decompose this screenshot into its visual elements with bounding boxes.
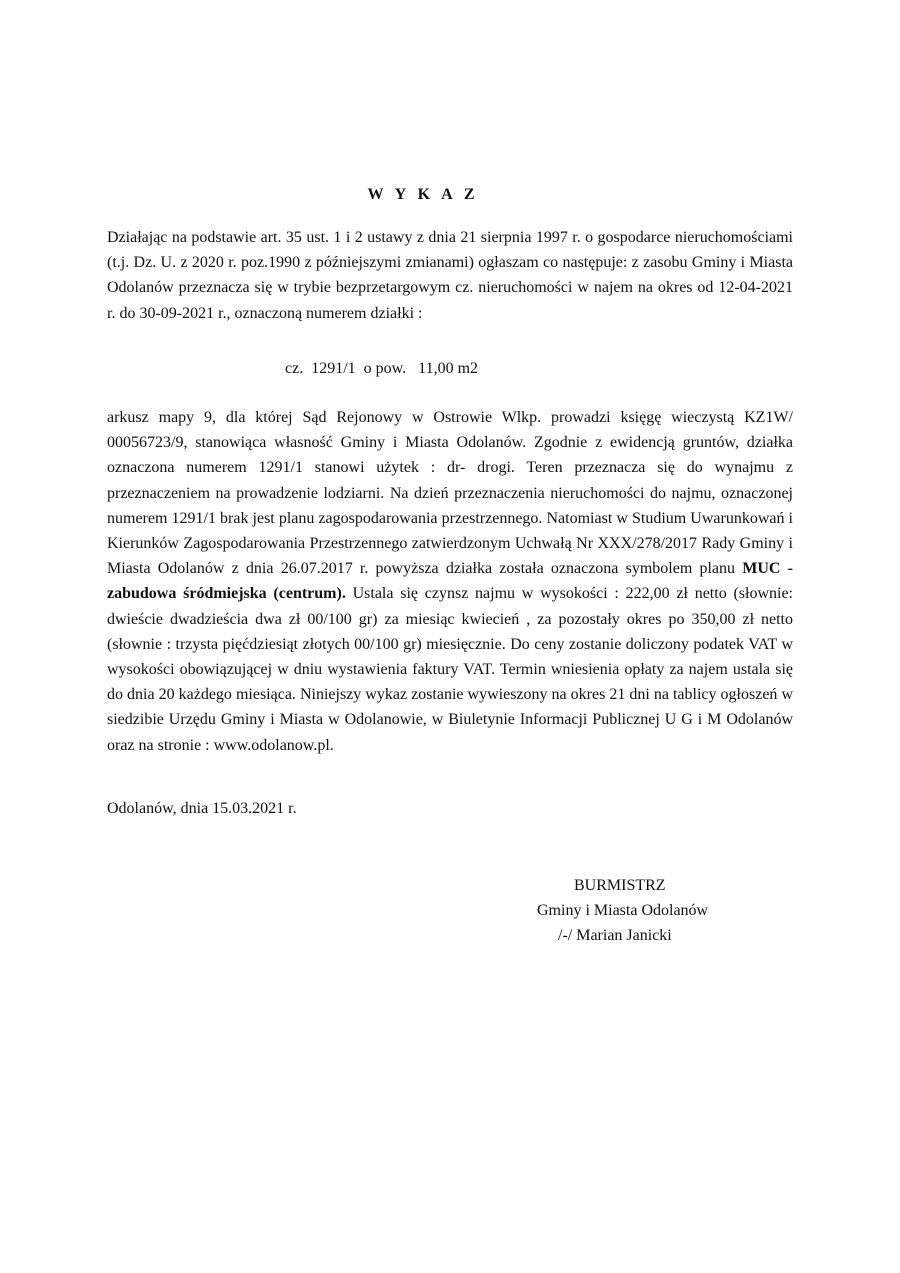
plan-symbol: MUC - zabudowa śródmiejska (centrum). (107, 560, 793, 603)
document-title: W Y K A Z (367, 186, 479, 203)
signature-title: BURMISTRZ (574, 877, 666, 894)
body-text-part2: Ustala się czynsz najmu w wysokości : 222,00 zł netto (słownie: dwieście dwadzieścia dwa zł 00/100 gr) za miesiąc kwiecień , za pozostały okres po 350,00 zł netto (słownie : trzysta pięćdziesiąt złotych 00/100 gr) miesięcznie. Do ceny zostanie doliczony podatek VAT w wysokości obowiązującej w dniu wystawienia faktury VAT. Termin wniesienia opłaty za najem ustala się do dnia 20 każdego miesiąca. Niniejszy wykaz zostanie wywieszony na okres 21 dni na tablicy ogłoszeń w siedzibie Urzędu Gminy i Miasta w Odolanowie, w Biuletynie Informacji Publicznej U G i M Odolanów oraz na stronie : www.odolanow.pl. (107, 585, 793, 754)
intro-paragraph: Działając na podstawie art. 35 ust. 1 i 2 ustawy z dnia 21 sierpnia 1997 r. o gospodarce nieruchomościami (t.j. Dz. U. z 2020 r. poz.1990 z późniejszymi zmianami) ogłaszam co następuje: z zasobu Gminy i Miasta Odolanów przeznacza się w trybie bezprzetargowym cz. nieruchomości w najem na okres od 12-04-2021 r. do 30-09-2021 r., oznaczoną numerem działki : (107, 229, 793, 322)
signature-organization: Gminy i Miasta Odolanów (537, 902, 709, 919)
signature-name: /-/ Marian Janicki (558, 927, 672, 944)
body-paragraph (107, 405, 793, 758)
place-date: Odolanów, dnia 15.03.2021 r. (107, 800, 297, 817)
parcel-line: cz. 1291/1 o pow. 11,00 m2 (285, 360, 479, 377)
body-text-part1: arkusz mapy 9, dla której Sąd Rejonowy w Ostrowie Wlkp. prowadzi księgę wieczystą KZ1W/ 00056723/9, stanowiąca własność Gminy i Miasta Odolanów. Zgodnie z ewidencją gruntów, działka oznaczona numerem 1291/1 stanowi użytek : dr- drogi. Teren przeznacza się do wynajmu z przeznaczeniem na prowadzenie lodziarni. Na dzień przeznaczenia nieruchomości do najmu, oznaczonej numerem 1291/1 brak jest planu zagospodarowania przestrzennego. Natomiast w Studium Uwarunkowań i Kierunków Zagospodarowania Przestrzennego zatwierdzonym Uchwałą Nr XXX/278/2017 Rady Gminy i Miasta Odolanów z dnia 26.07.2017 r. powyższa działka została oznaczona symbolem planu (107, 409, 793, 578)
